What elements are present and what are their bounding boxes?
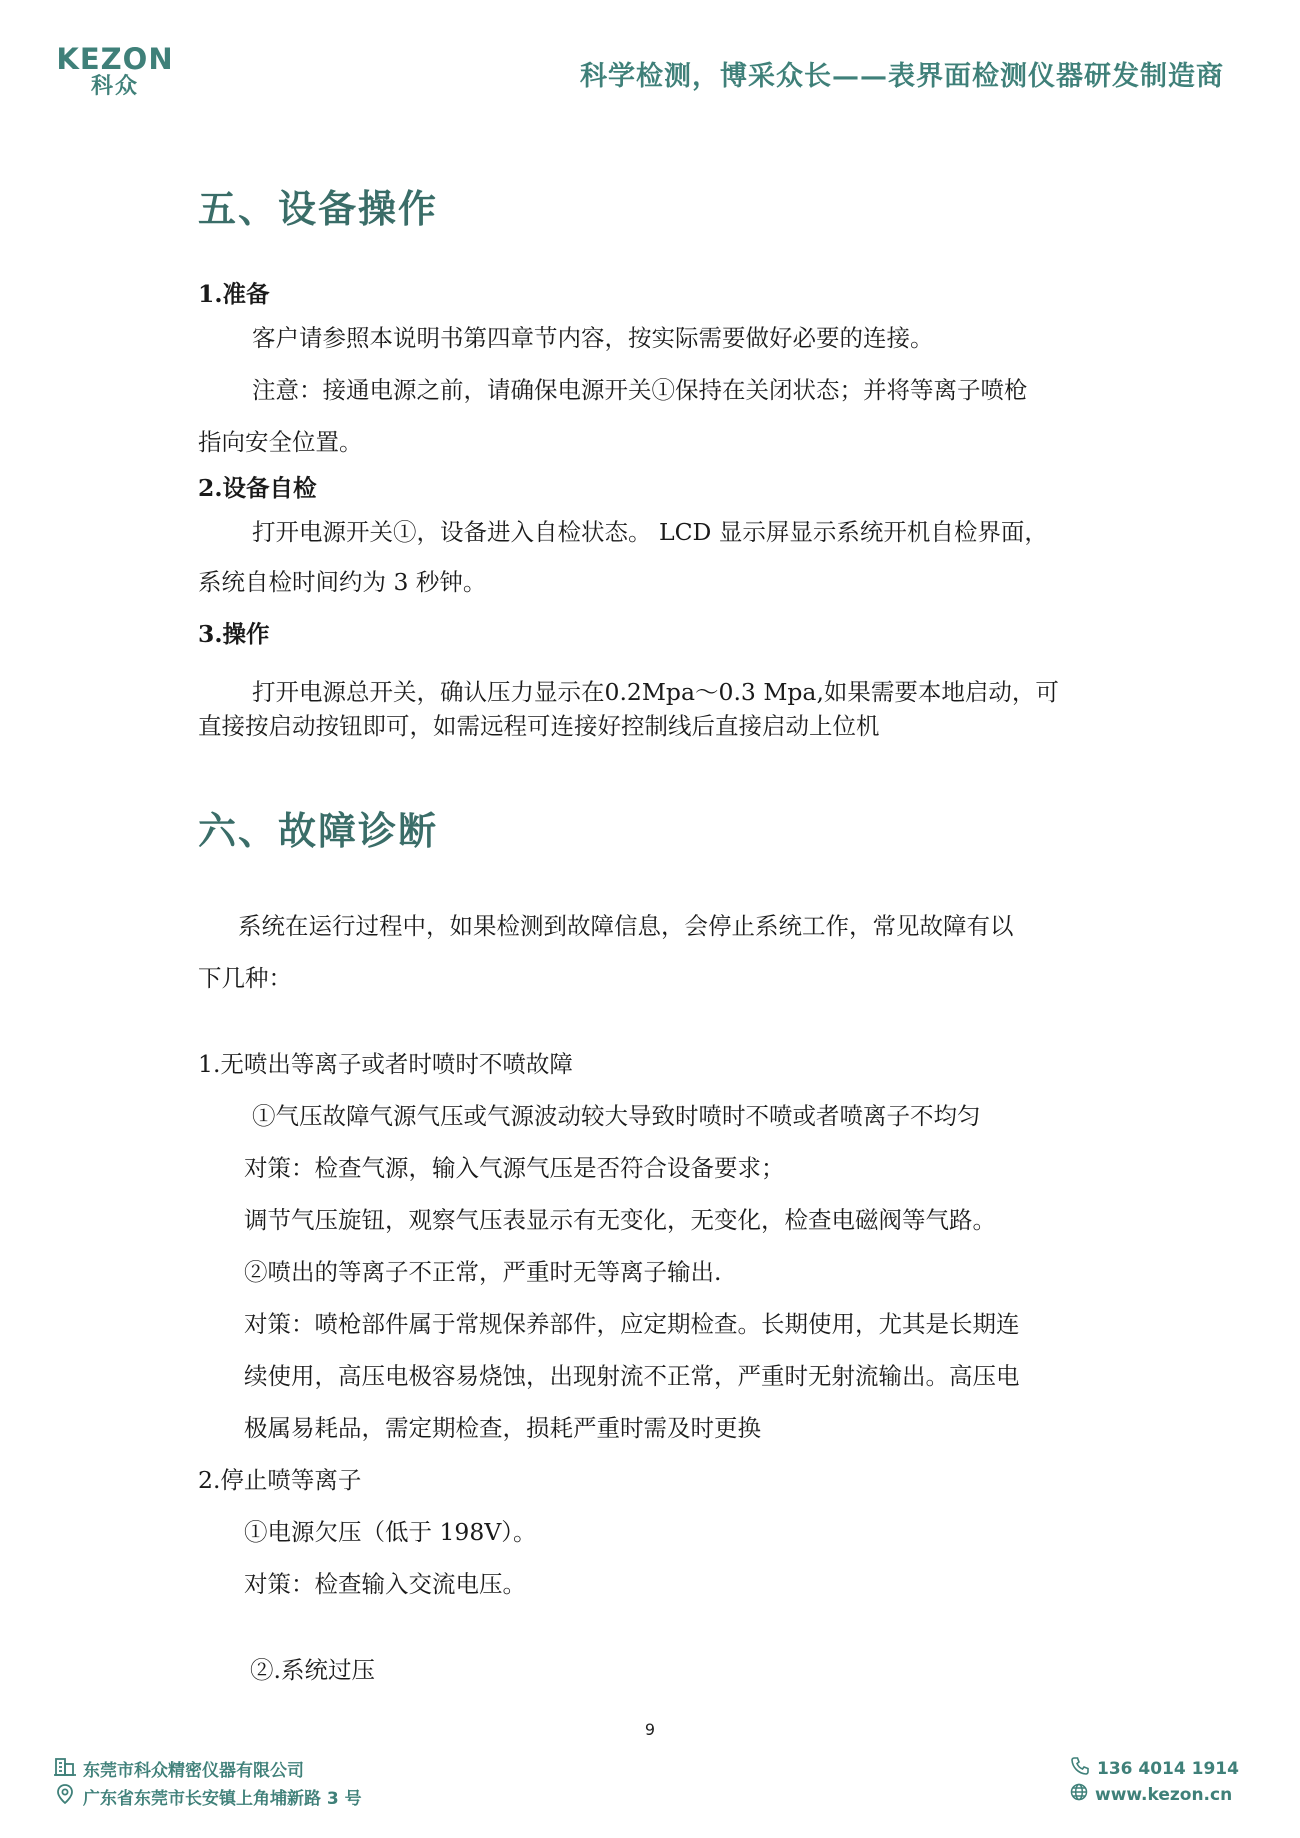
logo-text-en: KEZON [56, 42, 174, 76]
subheading-prepare: 1.准备 [198, 280, 270, 308]
section-title-diagnosis: 六、故障诊断 [198, 809, 439, 853]
company-name: 东莞市科众精密仪器有限公司 [83, 1761, 304, 1781]
fault-item: ①气压故障气源气压或气源波动较大导致时喷时不喷或者喷离子不均匀 [252, 1102, 981, 1130]
paragraph-text: 直接按启动按钮即可，如需远程可连接好控制线后直接启动上位机 [198, 712, 880, 740]
company-logo [52, 44, 178, 100]
logo-text-cn: 科众 [90, 74, 139, 99]
footer-phone [1070, 1756, 1239, 1781]
location-pin-icon [54, 1783, 83, 1810]
globe-icon [1070, 1783, 1095, 1806]
fault-fix: 对策：检查输入交流电压。 [244, 1570, 526, 1598]
subheading-self-check: 2.设备自检 [198, 474, 317, 502]
paragraph-text: 系统自检时间约为 3 秒钟。 [198, 568, 487, 596]
company-address: 广东省东莞市长安镇上角埔新路 3 号 [83, 1789, 362, 1809]
fault-heading: 2.停止喷等离子 [198, 1466, 362, 1494]
header-slogan: 科学检测，博采众长——表界面检测仪器研发制造商 [580, 61, 1224, 92]
paragraph-text: 打开电源开关①，设备进入自检状态。 LCD 显示屏显示系统开机自检界面， [252, 518, 1048, 546]
building-icon [54, 1756, 83, 1781]
fault-item: ①电源欠压（低于 198V）。 [244, 1518, 537, 1546]
fault-fix: 对策：检查气源，输入气源气压是否符合设备要求； [244, 1154, 785, 1182]
subheading-operation: 3.操作 [198, 620, 270, 648]
fault-fix: 调节气压旋钮，观察气压表显示有无变化，无变化，检查电磁阀等气路。 [244, 1206, 996, 1234]
fault-fix: 续使用，高压电极容易烧蚀，出现射流不正常，严重时无射流输出。高压电 [244, 1362, 1020, 1390]
fault-fix: 对策：喷枪部件属于常规保养部件，应定期检查。长期使用，尤其是长期连 [244, 1310, 1020, 1338]
website-link[interactable]: www.kezon.cn [1095, 1784, 1233, 1805]
fault-item: ②.系统过压 [250, 1656, 375, 1684]
footer-company [54, 1756, 304, 1781]
paragraph-text: 下几种： [198, 964, 292, 992]
paragraph-text: 打开电源总开关，确认压力显示在0.2Mpa～0.3 Mpa,如果需要本地启动，可 [252, 678, 1059, 706]
footer-address [54, 1783, 362, 1810]
phone-number: 136 4014 1914 [1097, 1758, 1239, 1779]
footer-website [1070, 1783, 1232, 1806]
section-title-operation: 五、设备操作 [198, 187, 439, 231]
paragraph-text: 注意：接通电源之前，请确保电源开关①保持在关闭状态；并将等离子喷枪 [252, 376, 1028, 404]
page-number: 9 [644, 1720, 656, 1739]
paragraph-text: 系统在运行过程中，如果检测到故障信息，会停止系统工作，常见故障有以 [238, 912, 1014, 940]
fault-item: ②喷出的等离子不正常，严重时无等离子输出. [244, 1258, 722, 1286]
paragraph-text: 客户请参照本说明书第四章节内容，按实际需要做好必要的连接。 [252, 324, 934, 352]
paragraph-text: 指向安全位置。 [198, 428, 363, 456]
fault-heading: 1.无喷出等离子或者时喷时不喷故障 [198, 1050, 573, 1078]
fault-fix: 极属易耗品，需定期检查，损耗严重时需及时更换 [244, 1414, 761, 1442]
phone-icon [1070, 1756, 1097, 1781]
